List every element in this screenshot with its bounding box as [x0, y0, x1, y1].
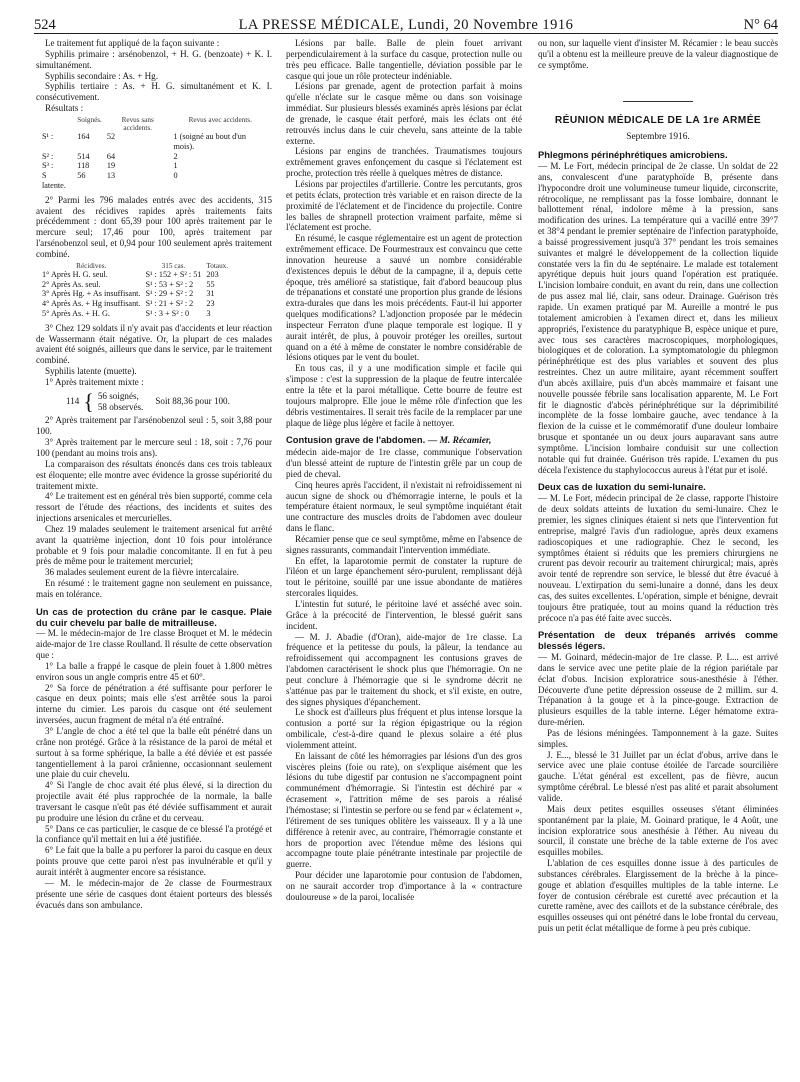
table-row [42, 289, 233, 299]
section-heading [538, 101, 778, 144]
brace-items [98, 391, 143, 413]
paragraph: 3° Après traitement par le mercure seul : 18, soit : 7,76 pour 100 (pendant au moins trois ans). [36, 437, 272, 459]
table-row [42, 171, 272, 191]
table-cell: 56 [77, 171, 86, 181]
paragraph: Syphilis primaire : arsénobenzol, + H. G. (benzoate) + K. I. simultanément. [36, 48, 272, 70]
paragraph: 1° Après traitement mixte : [45, 376, 144, 387]
table-cell: 1 (soigné au bout d'un mois). [173, 131, 246, 151]
paragraph: Syphilis latente (muette). [45, 366, 137, 377]
paragraph: 4° Le traitement est en général très bien supporté, comme cela ressort de l'étude des réactions, des incidents et suites des injections arsenicales et mercurielles. [36, 491, 272, 524]
table-header: 315 cas. [161, 261, 186, 270]
table-cell: 64 [106, 151, 116, 161]
table-header-row [42, 262, 233, 270]
article-heading: Phlegmons périnéphrétiques amicrobiens. [538, 149, 728, 161]
brace-item: 56 soignés, [97, 390, 139, 401]
column-1 [36, 38, 272, 1068]
table-cell: 55 [206, 279, 215, 289]
paragraph: L'intestin fut suturé, le péritoine lavé et asséché avec soin. Grâce à la précocité de l'intervention, le blessé guérit sans incident. [286, 598, 522, 631]
paragraph: 2° Parmi les 796 malades entrés avec des accidents, 315 avaient des récidives rapides après traitements faits précédemment : dont 65,39 pour 100 après traitement par le mercure seul; 17,46 pour 100, après traitement par l'arsénobenzol seul, et 0,94 pour 100 seulement après traitement combiné. [36, 194, 272, 259]
page-number: 524 [34, 17, 56, 33]
article-heading: Un cas de protection du crâne par le casque. Plaie du cuir chevelu par balle de mitrailleuse. [36, 605, 272, 628]
paragraph: Lésions par projectiles d'artillerie. Contre les percutants, gros et petits éclats, protection très variable et en raison directe de la proximité de l'éclatement et de l'incidence du projectile. Contre les balles de shrapnell protection vraiment parfaite, même si l'éclatement est proche. [286, 178, 522, 233]
table-cell: 164 [77, 131, 90, 141]
divider [623, 101, 693, 102]
paragraph: Syphilis secondaire : As. + Hg. [45, 70, 158, 81]
recidives-table [42, 262, 233, 319]
table-cell: 3° Après Hg. + As insuffisant. [42, 289, 141, 299]
paragraph: En effet, la laparotomie permit de constater la rupture de l'iléon et un large épanchement séro-purulent, remplissant déjà tout le péritoine, souillé par une issue abondante de matières stercorales liquides. [286, 555, 522, 599]
table-cell: S¹ : 53 + S² : 2 [145, 279, 194, 289]
table-header: Récidives. [76, 261, 107, 270]
issue-number: N° 64 [743, 17, 778, 33]
paragraph: Lésions par engins de tranchées. Traumatismes toujours extrêmement graves enfonçement du casque si l'éclatement est proche, protection très réelle à quelques mètres de distance. [286, 146, 522, 179]
table-cell: S¹ : 29 + S² : 2 [145, 289, 194, 299]
article-heading: Deux cas de luxation du semi-lunaire. [538, 481, 706, 493]
paragraph: 6° Le fait que la balle a pu perforer la paroi du casque en deux points prouve que cette paroi n'est pas invulnérable et qu'il y aurait intérêt à augmenter encore sa résistance. [36, 845, 272, 877]
paragraph: 5° Dans ce cas particulier, le casque de ce blessé l'a protégé et la confiance qu'il mettait en lui a été justifiée. [36, 823, 272, 845]
paragraph: 3° Chez 129 soldats il n'y avait pas d'accidents et leur réaction de Wassermann était négative. Or, la plupart de ces malades avaient été soignés, ailleurs que dans le service, par le traitement combiné. [36, 322, 272, 366]
paragraph: L'ablation de ces esquilles donne issue à des particules de substances cérébrales. Elargissement de la brèche à la pince-gouge et ablation d'esquilles multiples de la table interne. Le foyer de contusion cérébrale est curetté avec précaution et la curette ramène, avec des caillots et de la substance cérébrale, des esquilles osseuses qui ont pénétré dans le lobe frontal du cerveau, puis un petit éclat métallique de forme à peu près cubique. [538, 858, 778, 934]
paragraph: — M. Goinard, médecin-major de 1re classe. P. L... est arrivé dans le service avec une petite plaie de la région pariétale par éclat d'obus. Incision exploratrice sous-anesthésie à l'éther. Découverte d'une petite dépression osseuse de 2 millim. sur 4. Trépanation à la gouge et à la pince-gouge. Extraction de plusieurs esquilles de la table interne. Léger hématome extra-dure-mérien. [538, 652, 778, 728]
table-cell: S² : [42, 151, 54, 161]
table-cell: 514 [77, 151, 90, 161]
table-header: Revus avec accidents. [188, 115, 252, 124]
table-cell: 1 [173, 161, 178, 171]
paragraph: Pour décider une laparotomie pour contusion de l'abdomen, on ne saurait accorder trop d'importance à la « contracture douloureuse » de la paroi, localisée [286, 870, 522, 902]
table-cell: 203 [206, 269, 219, 279]
brace-result: Soit 88,36 pour 100. [155, 396, 230, 407]
paragraph: Récamier pense que ce seul symptôme, même en l'absence de signes rassurants, commandait l'intervention immédiate. [286, 533, 522, 555]
column-3 [538, 38, 778, 1068]
table-cell: S¹ : 3 + S² : 0 [145, 308, 190, 318]
table-row [42, 161, 272, 171]
paragraph: 2° Sa force de pénétration a été suffisante pour perforer le casque en deux points; mais elle s'est arrêtée sous la paroi interne du cimier. Les parois du casque ont été seulement inversées, aucun fragment de métal n'a été entraîné. [36, 682, 272, 726]
table-cell: S¹ : 21 + S² : 2 [145, 299, 194, 309]
paragraph: 1° La balle a frappé le casque de plein fouet à 1.800 mètres environ sous un angle compris entre 45 et 60°. [36, 660, 272, 682]
brace-item: 58 observés. [97, 401, 144, 412]
table-row [42, 132, 272, 152]
paragraph: Lésions par balle. Balle de plein fouet arrivant perpendiculairement à la surface du casque, protection nulle ou très peu efficace. Balle tangentielle, déviation possible par le casque qui joue un rôle protecteur indéniable. [286, 38, 522, 81]
paragraph: ou non, sur laquelle vient d'insister M. Récamier : le beau succès qu'il a obtenu est la meilleure preuve de la valeur diagnostique de ce symptôme. [538, 38, 778, 70]
paragraph: — M. Le Fort, médecin principal de 2e classe, rapporte l'histoire de deux soldats atteints de luxation du semi-lunaire. Chez le premier, les signes cliniques étaient si nets que l'intervention fut entreprise, malgré l'avis d'un radiologue, après deux examens radioscopiques et une radiographie. Chez le second, les symptômes étaient si réduits que les premiers chirurgiens ne crurent pas devoir recourir au traitement chirurgical; mais, après avoir tenté de reprendre son service, le blessé dut être évacué à nouveau. L'extirpation du semi-lunaire a donné, dans les deux cas, des suites excellentes. L'opération, simple et bénigne, devrait toujours être pratiquée, tout au moins quand la réduction très précoce n'a pas été faite avec succès. [538, 493, 778, 623]
table-cell: 2 [173, 151, 178, 161]
article-heading: Présentation de deux trépanés arrivés comme blessés légers. [538, 629, 778, 652]
paragraph: La comparaison des résultats énoncés dans ces trois tableaux est éloquente; elle montre avec évidence la grosse supériorité du traitement mixte. [36, 458, 272, 491]
paragraph: Syphilis tertiaire : As. + H. G. simultanément et K. I. consécutivement. [36, 81, 272, 103]
brace-icon: { [83, 388, 94, 414]
table-header: Totaux. [206, 261, 229, 270]
section-date: Septembre 1916. [626, 132, 690, 143]
table-cell: S¹ : 152 + S² : 51 [145, 269, 202, 279]
paragraph: Résultats : [45, 103, 84, 114]
paragraph: En laissant de côté les hémorragies par lésions d'un des gros viscères pleins (foie ou rate), on s'explique aisément que les lésions du tube digestif par contusion ne s'accompagnent point communément d'hémorragie. Si l'intestin est déchiré par « écrasement », l'attrition même de ses parois a réalisé l'hémostase; si l'intestin se perfore ou se fend par « éclatement », l'étirement de ses tuniques oblitère les vaisseaux. Il y a là une différence à retenir avec, au contraire, l'hémorragie constante et hors de proportion avec l'étendue même des lésions qui accompagne toute plaie pénétrante intestinale par projectile de guerre. [286, 750, 522, 870]
paragraph: Le shock est d'ailleurs plus fréquent et plus intense lorsque la contusion a porté sur la région épigastrique ou la région ombilicale, c'est-à-dire quand le plexus solaire a été plus violemment atteint. [286, 707, 522, 750]
table-cell: S¹ : [42, 131, 54, 141]
paragraph: Cinq heures après l'accident, il n'existait ni refroidissement ni aucun signe de shock ou d'hémorragie interne, le pouls et la température étaient normaux, le seul symptôme inquiétant était une contracture des muscles droits de l'abdomen avec douleur dans le flanc. [286, 479, 522, 534]
table-cell: 1° Après H. G. seul. [42, 269, 108, 279]
paragraph: Chez 19 malades seulement le traitement arsenical fut arrêté avant la quatrième injection, dont 10 fois pour intolérance probable et 9 fois pour maladie concomitante. Il en fut à peu près de même pour le traitement mercuriel; [36, 523, 272, 567]
paragraph: Lésions par grenade, agent de protection parfait à moins qu'elle n'éclate sur le casque même ou dans son voisinage immédiat. Sur plusieurs blessés examinés après lésions par éclat de grenade, le casque était perforé, mais les éclats ont été retrouvés inclus dans le cuir chevelu, sans atteinte de la table externe. [286, 81, 522, 146]
paragraph: — M. Le Fort, médecin principal de 2e classe. Un soldat de 22 ans, convalescent d'une paratyphoïde B, présente dans l'hypocondre droit une volumineuse tumeur liquide, circonscrite, rétrocolique, ne remplissant pas la fosse lombaire, donnant le ballottement rénal, indolore même à la pression, sans modification des urines. La température qui a vacillé entre 39°7 et 38°4 pendant le premier septénaire de l'infection paratyphoïde, a baissé progressivement jusqu'à 37° pendant les trois semaines suivantes et malgré le développement de la collection liquide constatée vers la fin du 4e septénaire. Le malade est totalement apyrétique depuis huit jours quand l'opération est pratiquée. L'incision lombaire conduit, en avant du rein, dans une collection de pus assez mal lié, clair, sans odeur. Drainage. Guérison très rapide. Un examen pratiqué par M. Aureille a montré le pus totalement amicrobien à l'examen direct et, dans les milieux appropriés, l'existence du paratyphique B, espèce unique et pure, avec tous ses caractères macroscopiques, morphologiques, biologiques et de coloration. La symptomatologie du phlegmon périnéphrétique est des plus variables et souvent des plus restreintes. Chez un autre militaire, ayant récemment souffert d'un abcès axillaire, puis d'un abcès mammaire et faisant une nouvelle poussée fébrile sans localisation apparente, M. Le Fort fit le diagnostic d'abcès périnéphrétique sur la déprimibilité incomplète de la fosse lombaire gauche, avec tendance à la flexion de la cuisse et le commémoratif d'une douleur lombaire brusque et spontanée un ou deux jours auparavant sans autre symptôme. L'incision lombaire conduisit sur une collection notable qui fut drainée. Guérison très rapide. L'examen du pus décela l'existence du staphylococcus aureus à l'état pur et isolé. [538, 161, 778, 475]
paragraph: 36 malades seulement eurent de la fièvre intercalaire. [45, 567, 239, 578]
table-cell: 2° Après As. seul. [42, 279, 101, 289]
table-cell: 13 [106, 171, 116, 181]
paragraph: Mais deux petites esquilles osseuses s'étant éliminées spontanément par la plaie, M. Goinard pratique, le 4 Août, une incision exploratrice sous anesthésie à l'éther. Au niveau du sourcil, il constate une brèche de la table externe de l'os avec esquilles mobiles. [538, 803, 778, 858]
journal-title: LA PRESSE MÉDICALE, Lundi, 20 Novembre 1916 [238, 17, 574, 33]
table-cell: 3 [206, 308, 211, 318]
paragraph: — M. J. Abadie (d'Oran), aide-major de 1re classe. La fréquence et la petitesse du pouls, la pâleur, la tendance au refroidissement qui accompagnent les contusions graves de l'abdomen caractérisent le shock plus que l'hémorragie. On ne peut conclure à l'hémorragie que si le syndrome décrit ne s'atténue pas par le traitement du shock, et s'il existe, en outre, des signes physiques d'épanchement. [286, 631, 522, 707]
paragraph: En résumé, le casque réglementaire est un agent de protection extrêmement efficace. De Fourmestraux est convaincu que cette innovation heureuse a sauvé un nombre considérable d'existences depuis le début de la campagne, il a, depuis cette époque, très amélioré sa statistique, fait d'abord beaucoup plus de trépanations et constaté une proportion plus grande de lésions extra-durales que dans les mois précédents. Faut-il lui apporter quelques modifications? L'adjonction proposée par le médecin inspecteur Ferraton d'une plaque temporale est logique. Il y aurait intérêt, de plus, à pouvoir protéger les oreilles, surtout quand on a été à même de constater le nombre considérable de lésions otiques par le vent du boulet. [286, 233, 522, 363]
heading-text: Contusion grave de l'abdomen. [286, 434, 426, 446]
paragraph: — M. le médecin-major de 1re classe Broquet et M. le médecin aide-major de 1re classe Roulland. Il résulte de cette observation que : [36, 628, 272, 661]
paragraph: 4° Si l'angle de choc avait été plus élevé, si la direction du projectile avait été plus rapprochée de la normale, la balle traversant le casque n'eût pas été déviée suffisamment et aurait pu produire une lésion du crâne et du cerveau. [36, 780, 272, 823]
paragraph: J. E..., blessé le 31 Juillet par un éclat d'obus, arrive dans le service avec une plaie contuse étoilée de l'arcade sourcilière gauche. L'état général est excellent, pas de fièvre, aucun symptôme cérébral. Le blessé n'est pas alité et parait absolument valide. [538, 749, 778, 803]
paragraph: Le traitement fut appliqué de la façon suivante : [45, 38, 220, 48]
paragraph: 3° L'angle de choc a été tel que la balle eût pénétré dans un crâne non protégé. Grâce à la résistance de la paroi de métal et surtout à sa forme sphérique, la balle a été déviée et est passée tangentiellement à la paroi crânienne, occasionnant seulement une plaie du cuir chevelu. [36, 726, 272, 780]
brace-total: 114 [66, 396, 80, 407]
table-header: Revus sans accidents. [121, 115, 154, 132]
table-cell: S latente. [42, 171, 66, 190]
paragraph: En tous cas, il y a une modification simple et facile qui s'impose : c'est la suppression de la plaque de feutre intercalée entre la tête et la paroi métallique. Cette bourre de feutre est toujours malpropre. Elle joue le même rôle d'infection que les débris vestimentaires. Il serait très facile de la remplacer par une plaque de liège plus légère et facile à nettoyer. [286, 363, 522, 428]
section-title: RÉUNION MÉDICALE DE LA 1re ARMÉE [554, 114, 762, 126]
table-cell: 19 [106, 161, 116, 171]
table-cell: 5° Après As. + H. G. [42, 308, 110, 318]
heading-author: — M. Récamier, [427, 436, 492, 447]
table-row [42, 299, 233, 309]
table-header [42, 116, 77, 132]
table-cell: S³ : [42, 161, 54, 171]
table-cell: 4° Après As. + Hg insuffisant. [42, 299, 141, 309]
brace-group [66, 388, 272, 414]
table-cell: 52 [106, 131, 116, 141]
paragraph: Pas de lésions méningées. Tamponnement à la gaze. Suites simples. [538, 727, 778, 749]
table-cell: 118 [77, 161, 90, 171]
table-row [42, 309, 233, 319]
article-heading [286, 435, 522, 447]
results-table [42, 116, 272, 191]
paragraph: médecin aide-major de 1re classe, communique l'observation d'un blessé atteint de rupture de l'intestin grêle par un coup de pied de cheval. [286, 447, 522, 479]
table-header-row [42, 116, 272, 132]
paragraph: 2° Après traitement par l'arsénobenzol seul : 5, soit 3,88 pour 100. [36, 415, 272, 437]
paragraph: — M. le médecin-major de 2e classe de Fourmestraux présente une série de casques dont étaient porteurs des blessés évacués dans son ambulance. [36, 877, 272, 910]
page-header [34, 3, 778, 34]
column-2 [286, 38, 522, 1068]
table-cell: 0 [173, 171, 178, 181]
table-row [42, 280, 233, 290]
table-row [42, 270, 233, 280]
table-row [42, 152, 272, 162]
table-cell: 31 [206, 289, 215, 299]
paragraph: En résumé : le traitement gagne non seulement en puissance, mais en tolérance. [36, 578, 272, 599]
table-header: Soignés. [77, 115, 102, 124]
table-cell: 23 [206, 299, 215, 309]
